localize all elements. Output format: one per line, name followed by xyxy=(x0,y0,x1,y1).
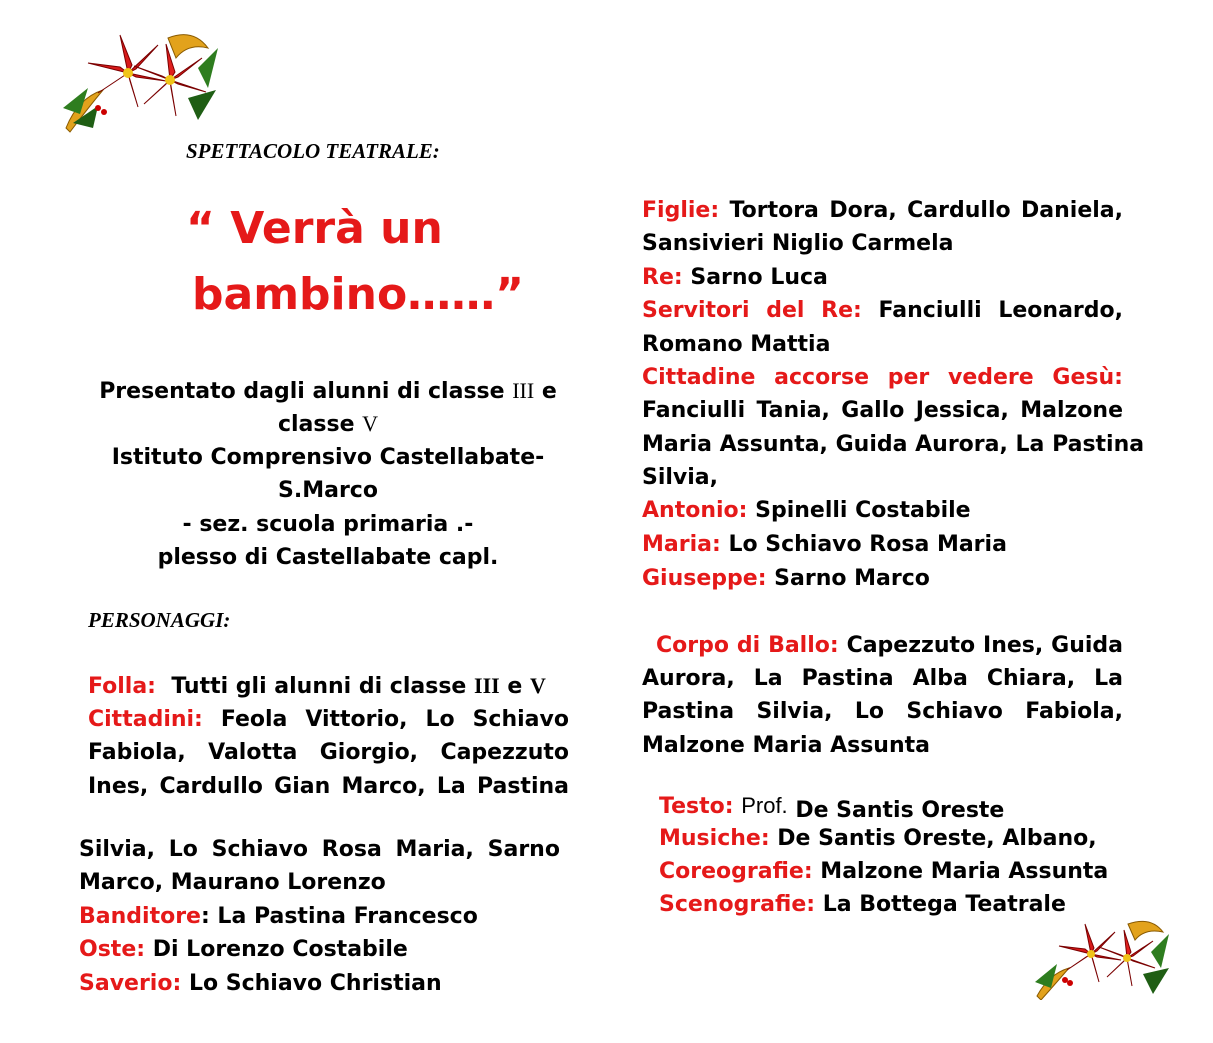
cast-ballo-line2: Aurora, La Pastina Alba Chiara, La xyxy=(642,666,1123,691)
cast-cittadini-line2: Fabiola, Valotta Giorgio, Capezzuto xyxy=(88,740,569,765)
presenter-line3: Istituto Comprensivo Castellabate- xyxy=(111,445,545,470)
characters-heading: PERSONAGGI: xyxy=(88,608,231,632)
presenter-line1: Presentato dagli alunni di classe III e xyxy=(99,378,557,404)
cast-cittadini-line1: Cittadini: Feola Vittorio, Lo Schiavo xyxy=(88,707,569,732)
cast-giuseppe: Giuseppe: Sarno Marco xyxy=(642,566,930,591)
cast-cittadini-line3: Ines, Cardullo Gian Marco, La Pastina xyxy=(88,774,569,799)
cast-cittadine-line2: Maria Assunta, Guida Aurora, La Pastina xyxy=(642,432,1145,457)
cast-ballo-line4: Malzone Maria Assunta xyxy=(642,733,930,758)
presenter-line4: S.Marco xyxy=(278,478,378,503)
cast-figlie-line2: Sansivieri Niglio Carmela xyxy=(642,231,954,256)
cast-servitori-line2: Romano Mattia xyxy=(642,332,831,357)
credit-coreografie: Coreografie: Malzone Maria Assunta xyxy=(659,859,1109,884)
poinsettia-icon-bottom-right xyxy=(1033,916,1173,1000)
show-title-line1: “ Verrà un xyxy=(186,203,443,254)
credit-testo: Testo: Prof. De Santis Oreste xyxy=(659,793,1005,823)
cast-cittadine-line3: Silvia, xyxy=(642,465,719,490)
cast-banditore: Banditore: La Pastina Francesco xyxy=(79,904,478,929)
cast-saverio: Saverio: Lo Schiavo Christian xyxy=(79,971,442,996)
presenter-line6: plesso di Castellabate capl. xyxy=(157,545,499,570)
cast-antonio: Antonio: Spinelli Costabile xyxy=(642,498,971,523)
header-label: SPETTACOLO TEATRALE: xyxy=(186,139,440,163)
cast-servitori-line1: Servitori del Re: Fanciulli Leonardo, xyxy=(642,298,1123,323)
cast-ballo-line1: Corpo di Ballo: Capezzuto Ines, Guida xyxy=(656,633,1123,658)
cast-maria: Maria: Lo Schiavo Rosa Maria xyxy=(642,532,1007,557)
presenter-line5: - sez. scuola primaria .- xyxy=(182,512,474,537)
show-title-line2: bambino……” xyxy=(192,269,525,320)
cast-cittadini-line4: Silvia, Lo Schiavo Rosa Maria, Sarno xyxy=(79,837,560,862)
cast-oste: Oste: Di Lorenzo Costabile xyxy=(79,937,408,962)
cast-figlie-line1: Figlie: Tortora Dora, Cardullo Daniela, xyxy=(642,198,1123,223)
cast-cittadini-line5: Marco, Maurano Lorenzo xyxy=(79,870,386,895)
credit-musiche: Musiche: De Santis Oreste, Albano, xyxy=(659,826,1097,851)
presenter-line2: classe V xyxy=(277,411,379,437)
poinsettia-icon-top-left xyxy=(58,28,223,136)
cast-folla: Folla: Tutti gli alunni di classe III e V xyxy=(88,673,546,699)
credit-scenografie: Scenografie: La Bottega Teatrale xyxy=(659,892,1066,917)
cast-ballo-line3: Pastina Silvia, Lo Schiavo Fabiola, xyxy=(642,699,1123,724)
cast-re: Re: Sarno Luca xyxy=(642,265,828,290)
cast-cittadine-role: Cittadine accorse per vedere Gesù: xyxy=(642,365,1123,390)
cast-cittadine-line1: Fanciulli Tania, Gallo Jessica, Malzone xyxy=(642,398,1123,423)
